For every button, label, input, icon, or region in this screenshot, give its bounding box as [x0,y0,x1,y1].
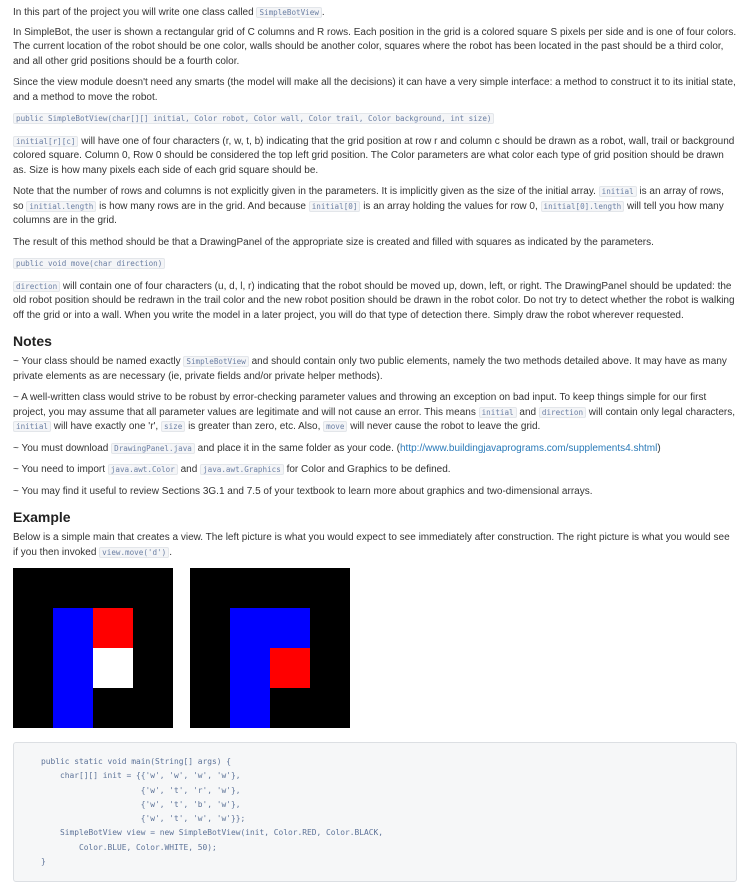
grid-after-image [190,568,350,728]
constructor-signature [13,112,737,127]
initial-length-code: initial.length [26,201,96,212]
grid-cell-w [133,648,173,688]
note-text: ~ You must download [13,442,112,454]
note-text: ~ You need to import [13,464,108,475]
view-move-code: view.move('d') [99,547,169,558]
initial-0-length-code: initial[0].length [541,201,625,212]
grid-cell-w [310,608,350,648]
simplebot-description: In SimpleBot, the user is shown a rectangular grid of C columns and R rows. Each position in the grid is a colored square S pixels per side and is one of four colors. The current location of the robot should be one color, walls should be another color, squares where the robot has been located in the past should be a third color, and all other grid positions should be a fourth color. [13,26,737,67]
notes-heading: Notes [13,333,52,349]
grid-cell-w [133,688,173,728]
rows-note-text: is how many rows are in the grid. And because [96,200,309,212]
note-text: and place it in the same folder as your code. ( [194,442,400,454]
intro-text: In this part of the project you will write one class called [13,7,257,18]
grid-cell-w [53,568,93,608]
grid-cell-w [190,568,230,608]
grid-cell-w [270,568,310,608]
example-heading: Example [13,509,71,525]
grid-cell-t [230,688,270,728]
move-signature-code: public void move(char direction) [13,258,165,269]
note-text: ~ A well-written class would strive to be robust by error-checking parameter values and throwing an exception on bad input. To keep things simple for our first project, you may assume that all parameter values are legitimate and will not cause an error. This means [13,392,707,418]
class-name-code: SimpleBotView [256,7,321,18]
initial-param-text: will have one of four characters (r, w, t, b) indicating that the grid position at row r and column c should be drawn as a robot, wall, trail or background colored square. Column 0, Row 0 should be considered the top left grid position. The Color parameters are what color each type of grid position should be drawn as. Size is how many pixels each side of each grid square should be. [13,135,735,176]
code-line: char[][] init = {{'w', 'w', 'w', 'w'}, [41,771,241,781]
note-text: ~ Your class should be named exactly [13,356,184,367]
move-signature [13,257,737,272]
grid-cell-w [190,688,230,728]
intro-paragraph [13,6,737,21]
note-class-name [13,355,737,384]
grid-cell-t [53,688,93,728]
grid-cell-w [270,688,310,728]
move-description [13,280,737,324]
note-text: ) [657,442,661,454]
grid-cell-b [93,648,133,688]
direction-code: direction [13,281,60,292]
rows-note-text: will tell you how many columns are in the grid. [13,200,724,226]
code-line: Color.BLUE, Color.WHITE, 50); [41,842,217,852]
constructor-signature-code: public SimpleBotView(char[][] initial, Color robot, Color wall, Color trail, Color background, int size) [13,113,494,124]
code-line: SimpleBotView view = new SimpleBotView(init, Color.RED, Color.BLACK, [41,828,384,838]
code-line: {'w', 't', 'w', 'w'}}; [41,814,246,824]
move-description-text: will contain one of four characters (u, d, l, r) indicating that the robot should be moved up, down, left, or right. The DrawingPanel should be updated: the old robot position should be redrawn in the trail color and the new robot position should be drawn in the robot color. Do not try to detect whether the robot is walking off the grid or into a wall. When you write the model in a later project, you will do that type of detection there. Simply draw the robot wherever requested. [13,280,735,321]
initial-param-description [13,135,737,179]
grid-cell-w [13,648,53,688]
initial-code: initial [599,186,637,197]
move-code: move [323,421,347,432]
example-pictures [13,568,737,728]
example-text: Below is a simple main that creates a view. The left picture is what you would expect to see immediately after construction. The right picture is what you would see if you then invoked [13,532,730,558]
grid-cell-t [53,648,93,688]
code-line: public static void main(String[] args) { [41,757,232,766]
note-text: and should contain only two public elements, namely the two methods detailed above. It may have as many private elements as are necessary (ie, private fields and/or private helper methods). [13,356,727,382]
grid-cell-w [13,568,53,608]
note-text: will contain only legal characters, [586,406,735,418]
size-code: size [161,421,185,432]
constructor-result: The result of this method should be that a DrawingPanel of the appropriate size is created and filled with squares as indicated by the parameters. [13,236,654,248]
note-text: is greater than zero, etc. Also, [185,421,324,432]
rows-note-text: is an array holding the values for row 0, [360,200,541,212]
initial-0-code: initial[0] [309,201,361,212]
interface-description: Since the view module doesn't need any smarts (the model will make all the decisions) it can have a very simple interface: a method to construct it to its initial state, and a method to move the robot. [13,77,736,103]
note-text: and [516,406,539,418]
grid-cell-w [310,688,350,728]
grid-cell-w [13,688,53,728]
grid-cell-w [230,568,270,608]
note-text: will have exactly one 'r', [51,421,161,432]
note-download [13,442,737,457]
note-text: and [177,464,201,475]
direction-code: direction [539,407,586,418]
grid-cell-t [270,608,310,648]
note-review: ~ You may find it useful to review Sections 3G.1 and 7.5 of your textbook to learn more about graphics and two-dimensional arrays. [13,485,593,497]
grid-cell-w [310,648,350,688]
note-robustness [13,391,737,435]
rows-note-text: Note that the number of rows and columns is not explicitly given in the parameters. It is implicitly given as the size of the initial array. [13,186,599,197]
initial-code: initial [479,407,517,418]
grid-cell-w [133,568,173,608]
supplements-link[interactable]: http://www.buildingjavaprograms.com/supplements4.shtml [400,442,658,454]
grid-cell-w [93,688,133,728]
grid-cell-w [190,648,230,688]
grid-cell-t [53,608,93,648]
intro-text-end: . [321,7,325,18]
color-import-code: java.awt.Color [108,464,178,475]
grid-cell-w [190,608,230,648]
rows-columns-note [13,185,737,229]
grid-before-image [13,568,173,728]
example-description [13,531,737,560]
note-imports [13,463,737,478]
example-text: . [169,546,172,558]
initial-rc-code: initial[r][c] [13,136,78,147]
grid-cell-w [13,608,53,648]
grid-cell-w [133,608,173,648]
graphics-import-code: java.awt.Graphics [200,464,284,475]
grid-cell-w [310,568,350,608]
grid-cell-t [230,648,270,688]
rows-note-text: is an array of rows, so [13,186,724,212]
code-line: {'w', 't', 'b', 'w'}, [41,799,241,809]
grid-cell-r [93,608,133,648]
grid-cell-w [93,568,133,608]
note-text: will never cause the robot to leave the grid. [347,421,541,432]
code-line: {'w', 't', 'r', 'w'}, [41,785,241,795]
grid-cell-t [230,608,270,648]
initial-code: initial [13,421,51,432]
note-text: for Color and Graphics to be defined. [283,464,451,475]
drawingpanel-code: DrawingPanel.java [111,443,195,454]
class-name-code: SimpleBotView [183,356,248,367]
example-code-block [13,742,737,882]
code-line: } [41,857,46,867]
grid-cell-r [270,648,310,688]
